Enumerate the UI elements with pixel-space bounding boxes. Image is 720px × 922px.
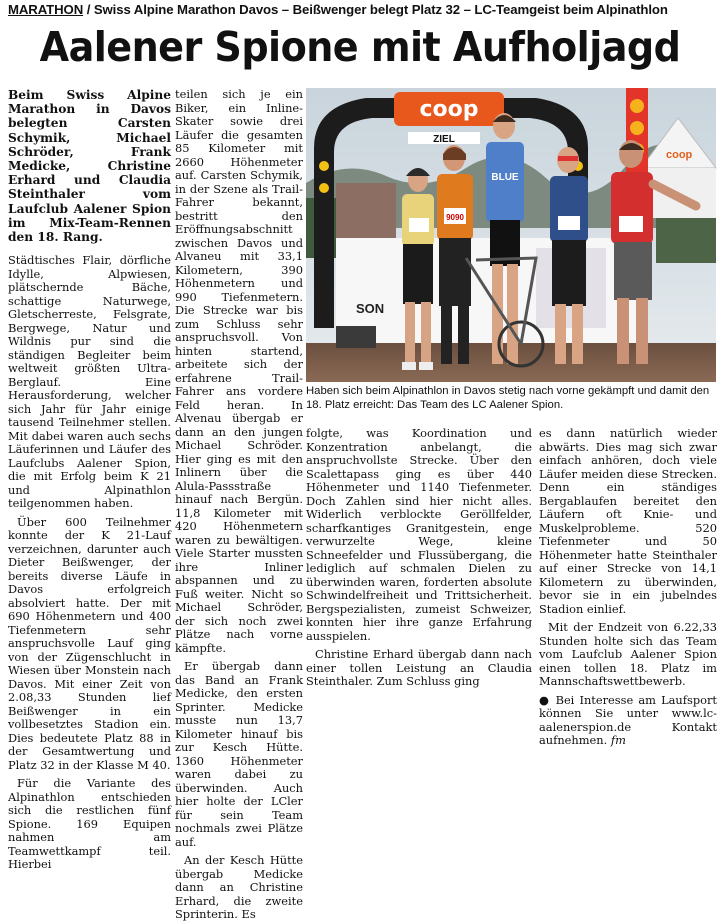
kicker-line — [8, 2, 714, 20]
contact-text: ● Bei Interesse am Laufsport können Sie unter www.lc-aalenerspion.de Kontakt aufnehmen. — [539, 692, 717, 747]
sponsor-board-text: SON — [356, 301, 385, 316]
paragraph: Er übergab dann das Band an Frank Medicke, den ersten Sprinter. Medicke musste nun 13,7 Kilometer hinauf bis zur Kesch Hütte. 1360 Höhenmeter waren dabei zu überwinden. Auch hier holte der LCler für sein Team nochmals zwei Plätze auf. — [175, 659, 303, 849]
arch-logo: coop — [419, 97, 479, 122]
paragraph: folgte, was Koordination und Konzentration anbelangt, die anspruchvollste Strecke. Über den Scalettapass ging es über 440 Höhenmeter und 1140 Tiefenmeter. Doch Zahlen sind hier nicht alles. Widerlich verblockte Geröllfelder, scharfkantiges Granitgestein, enge verwurzelte Wege, kleine Schneefelder und Flussübergang, die lediglich auf schmalen Dielen zu überwinden waren, forderten absolute Schwindelfreiheit und Trittsicherheit. Bergspezialisten, zumeist Schweizer, konnten hier ihre ganze Erfahrung ausspielen. — [306, 426, 532, 643]
photo-caption: Haben sich beim Alpinathlon in Davos stetig nach vorne gekämpft und damit den 18. Platz erreicht: Das Team des LC Aalener Spion. — [306, 385, 710, 411]
paragraph: Über 600 Teilnehmer konnte der K 21-Lauf verzeichnen, darunter auch Dieter Beißwenger, der bereits diverse Läufe in Davos erfolgreich absolviert hatte. Der mit 690 Höhenmetern und 400 Tiefenmetern sehr anspruchsvolle Lauf ging von der Zügenschlucht in Wiesen über Monstein nach Davos. Mit einer Zeit von 2.08,33 Stunden lief Beißwenger in ein vollbesetztes Stadion ein. Dies bedeutete Platz 88 in der Gesamtwertung und Platz 32 in der Klasse M 40. — [8, 514, 171, 772]
team-photo — [306, 88, 716, 382]
finish-sign: ZIEL — [433, 134, 455, 145]
headline: Aalener Spione mit Aufholjagd — [39, 23, 681, 71]
paragraph: Städtisches Flair, dörfliche Idylle, Alpwiesen, plätschernde Bäche, schattige Naturwege, Gletscherreste, Felsgrate, Bergwege, Natur und Wildnis pur sind die ständigen Begleiter beim weltweit größten Ultra-Berglauf. Eine Herausforderung, welcher sich Jahr für Jahr einige tausend Teilnehmer stellen. Mit dabei waren auch sechs Läuferinnen und Läufer des Laufclubs Aalener Spion, die mit Erfolg beim K 21 und Alpinathlon teilgenommen haben. — [8, 253, 171, 511]
article-column-3 — [306, 426, 532, 688]
contact-note — [539, 694, 717, 748]
author-signature: fm — [610, 733, 626, 747]
shirt-text: BLUE — [491, 172, 519, 183]
paragraph: Für die Variante des Alpinathlon entschieden sich die restlichen fünf Spione. 169 Equipen nahmen am Teamwettkampf teil. Hierbei — [8, 776, 171, 872]
section-label: MARATHON — [8, 2, 84, 17]
kicker-text: / Swiss Alpine Marathon Davos – Beißwenger belegt Platz 32 – LC-Teamgeist beim Alpinathlon — [83, 2, 668, 17]
lead-paragraph: Beim Swiss Alpine Marathon in Davos belegten Carsten Schymik, Michael Schröder, Frank Medicke, Christine Erhard und Claudia Steinthaler vom Laufclub Aalener Spion im Mix-Team-Rennen den 18. Rang. — [8, 88, 171, 245]
article-column-4 — [539, 426, 717, 747]
article-column-1 — [8, 88, 171, 872]
bib-number: 9090 — [446, 213, 464, 222]
paragraph: teilen sich je ein Biker, ein Inline-Skater sowie drei Läufer die gesamten 85 Kilometer mit 2660 Höhenmeter auf. Carsten Schymik, in der Szene als Trail-Fahrer bekannt, bestritt den Eröffnungsabschnitt zwischen Davos und Alvaneu mit 33,1 Kilometern, 390 Höhenmetern und 990 Tiefenmetern. Die Strecke war bis zum Schluss sehr anspruchsvoll. Von hinten startend, arbeitete sich der erfahrene Trail-Fahrer ans vordere Feld heran. In Alvenau übergab er dann an den jungen Michael Schröder. Hier ging es mit den Inlinern über die Alula-Passstraße hinauf nach Bergün. 11,8 Kilometer mit 420 Höhenmetern waren zu bewältigen. Viele Starter mussten ihre Inliner abspannen und zu Fuß weiter. Nicht so Michael Schröder, der sich noch zwei Plätze nach vorne kämpfte. — [175, 87, 303, 655]
paragraph: es dann natürlich wieder abwärts. Dies mag sich zwar einfach anhören, doch viele Läufer meiden diese Strecken. Denn ein ständiges Bergablaufen bereitet den Läufern oft Knie- und Muskelprobleme. 520 Tiefenmeter und 50 Höhenmeter hatte Steinthaler auf einer Strecke von 14,1 Kilometern zu überwinden, bevor sie in ein jubelndes Stadion einlief. — [539, 426, 717, 616]
paragraph: An der Kesch Hütte übergab Medicke dann an Christine Erhard, die zweite Sprinterin. Es — [175, 853, 303, 921]
article-column-2 — [175, 87, 303, 921]
paragraph: Christine Erhard übergab dann nach einer tollen Leistung an Claudia Steinthaler. Zum Schluss ging — [306, 647, 532, 688]
paragraph: Mit der Endzeit von 6.22,33 Stunden holte sich das Team vom Laufclub Aalener Spion einen tollen 18. Platz im Mannschaftswettbewerb. — [539, 620, 717, 688]
tent-logo: coop — [666, 149, 693, 161]
